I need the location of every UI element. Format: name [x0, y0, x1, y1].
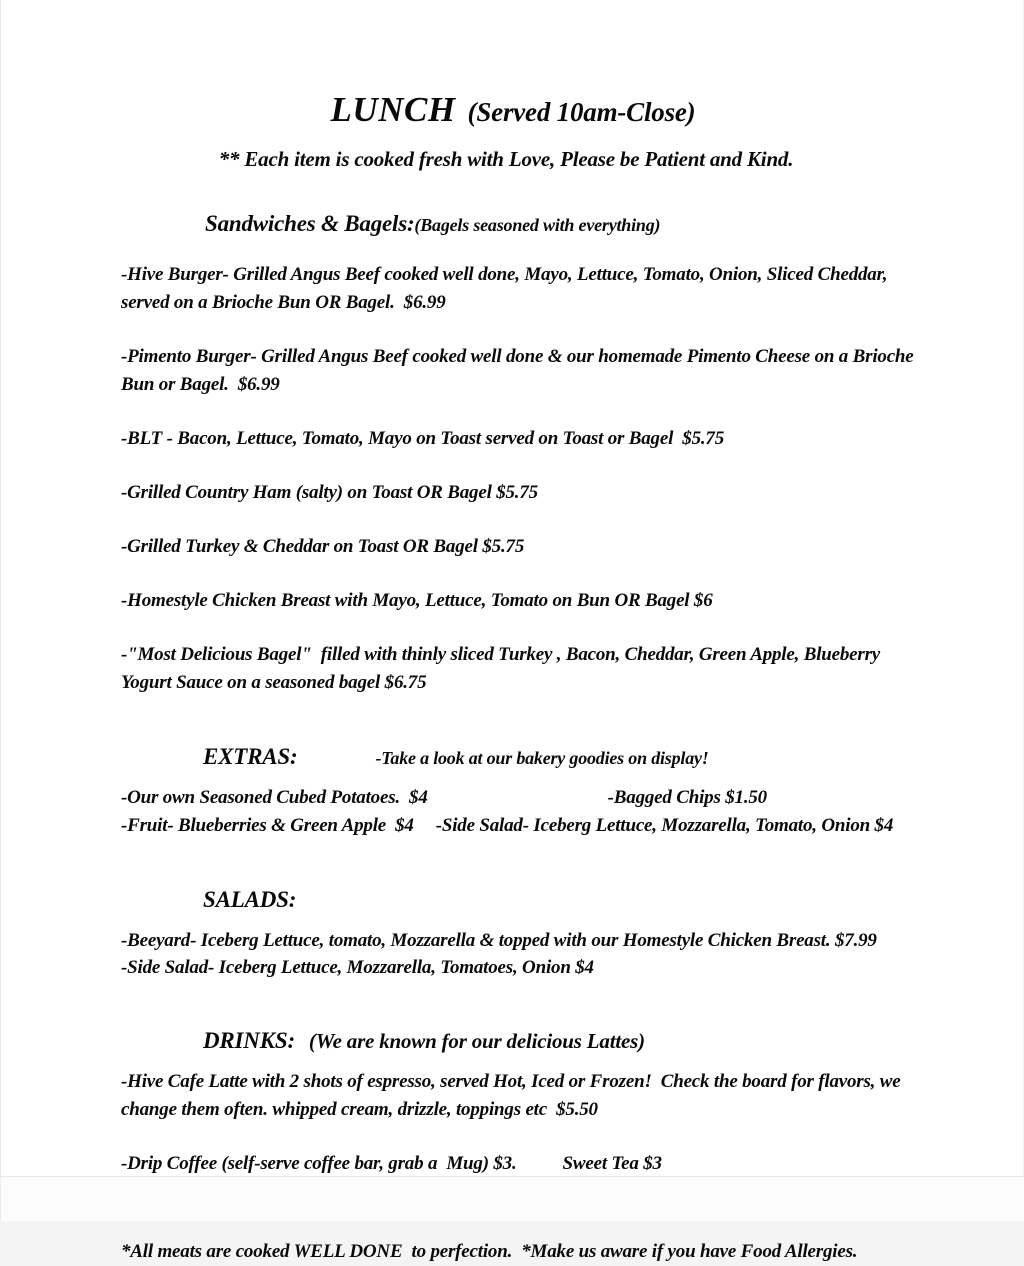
menu-item: -Grilled Turkey & Cheddar on Toast OR Bagel $5.75	[121, 536, 525, 557]
title-main: LUNCH	[330, 90, 456, 129]
menu-item: -Grilled Country Ham (salty) on Toast OR Bagel $5.75	[121, 482, 538, 503]
extras-row-2	[1, 812, 1024, 840]
drinks-heading-label: DRINKS:	[203, 1028, 295, 1053]
menu-item: -Side Salad- Iceberg Lettuce, Mozzarella, Tomatoes, Onion $4	[121, 957, 594, 978]
extras-bagged-chips: -Bagged Chips $1.50	[607, 787, 767, 808]
sandwiches-heading-label: Sandwiches & Bagels:	[205, 211, 415, 236]
title-hours: (Served 10am-Close)	[467, 97, 696, 127]
menu-item: -"Most Delicious Bagel" filled with thinly sliced Turkey , Bacon, Cheddar, Green Apple, Blueberry Yogurt Sauce on a seasoned bagel $6.75	[121, 644, 885, 693]
page-title	[1, 92, 1024, 127]
tagline: ** Each item is cooked fresh with Love, Please be Patient and Kind.	[218, 147, 794, 171]
drinks-row-1	[1, 1150, 1024, 1178]
extras-heading-note: -Take a look at our bakery goodies on display!	[375, 748, 709, 768]
footer-note: *All meats are cooked WELL DONE to perfection. *Make us aware if you have Food Allergies.	[121, 1241, 858, 1262]
drinks-drip-coffee: -Drip Coffee (self-serve coffee bar, grab a Mug) $3.	[121, 1153, 517, 1174]
extras-heading-label: EXTRAS:	[203, 744, 298, 769]
menu-content	[1, 0, 1024, 1266]
drinks-heading-note: (We are known for our delicious Lattes)	[308, 1029, 645, 1053]
sandwiches-heading-note: (Bagels seasoned with everything)	[414, 215, 661, 235]
page-outer-area	[0, 1177, 1024, 1221]
menu-item: -Beeyard- Iceberg Lettuce, tomato, Mozzarella & topped with our Homestyle Chicken Breast. $7.99	[121, 930, 877, 951]
menu-item: -BLT - Bacon, Lettuce, Tomato, Mayo on Toast served on Toast or Bagel $5.75	[121, 428, 725, 449]
section-heading-sandwiches	[1, 196, 1024, 251]
salads-heading-label: SALADS:	[203, 887, 297, 912]
extras-side-salad: -Side Salad- Iceberg Lettuce, Mozzarella, Tomato, Onion $4	[435, 815, 894, 836]
menu-item: -Homestyle Chicken Breast with Mayo, Lettuce, Tomato on Bun OR Bagel $6	[121, 590, 713, 611]
extras-potatoes: -Our own Seasoned Cubed Potatoes. $4	[121, 787, 428, 808]
section-heading-extras	[1, 729, 1024, 784]
extras-row-1	[1, 784, 1024, 812]
menu-item: -Hive Cafe Latte with 2 shots of espresso, served Hot, Iced or Frozen! Check the board for flavors, we change them often. whipped cream, drizzle, toppings etc $5.50	[121, 1071, 906, 1120]
drinks-sweet-tea: Sweet Tea $3	[562, 1153, 662, 1174]
menu-item: -Hive Burger- Grilled Angus Beef cooked well done, Mayo, Lettuce, Tomato, Onion, Sliced Cheddar, served on a Brioche Bun OR Bagel. $6.99	[121, 264, 892, 313]
section-heading-salads	[1, 872, 1024, 927]
menu-item: -Pimento Burger- Grilled Angus Beef cooked well done & our homemade Pimento Cheese on a Brioche Bun or Bagel. $6.99	[121, 346, 919, 395]
section-heading-drinks	[1, 1013, 1024, 1068]
extras-fruit: -Fruit- Blueberries & Green Apple $4	[121, 815, 414, 836]
